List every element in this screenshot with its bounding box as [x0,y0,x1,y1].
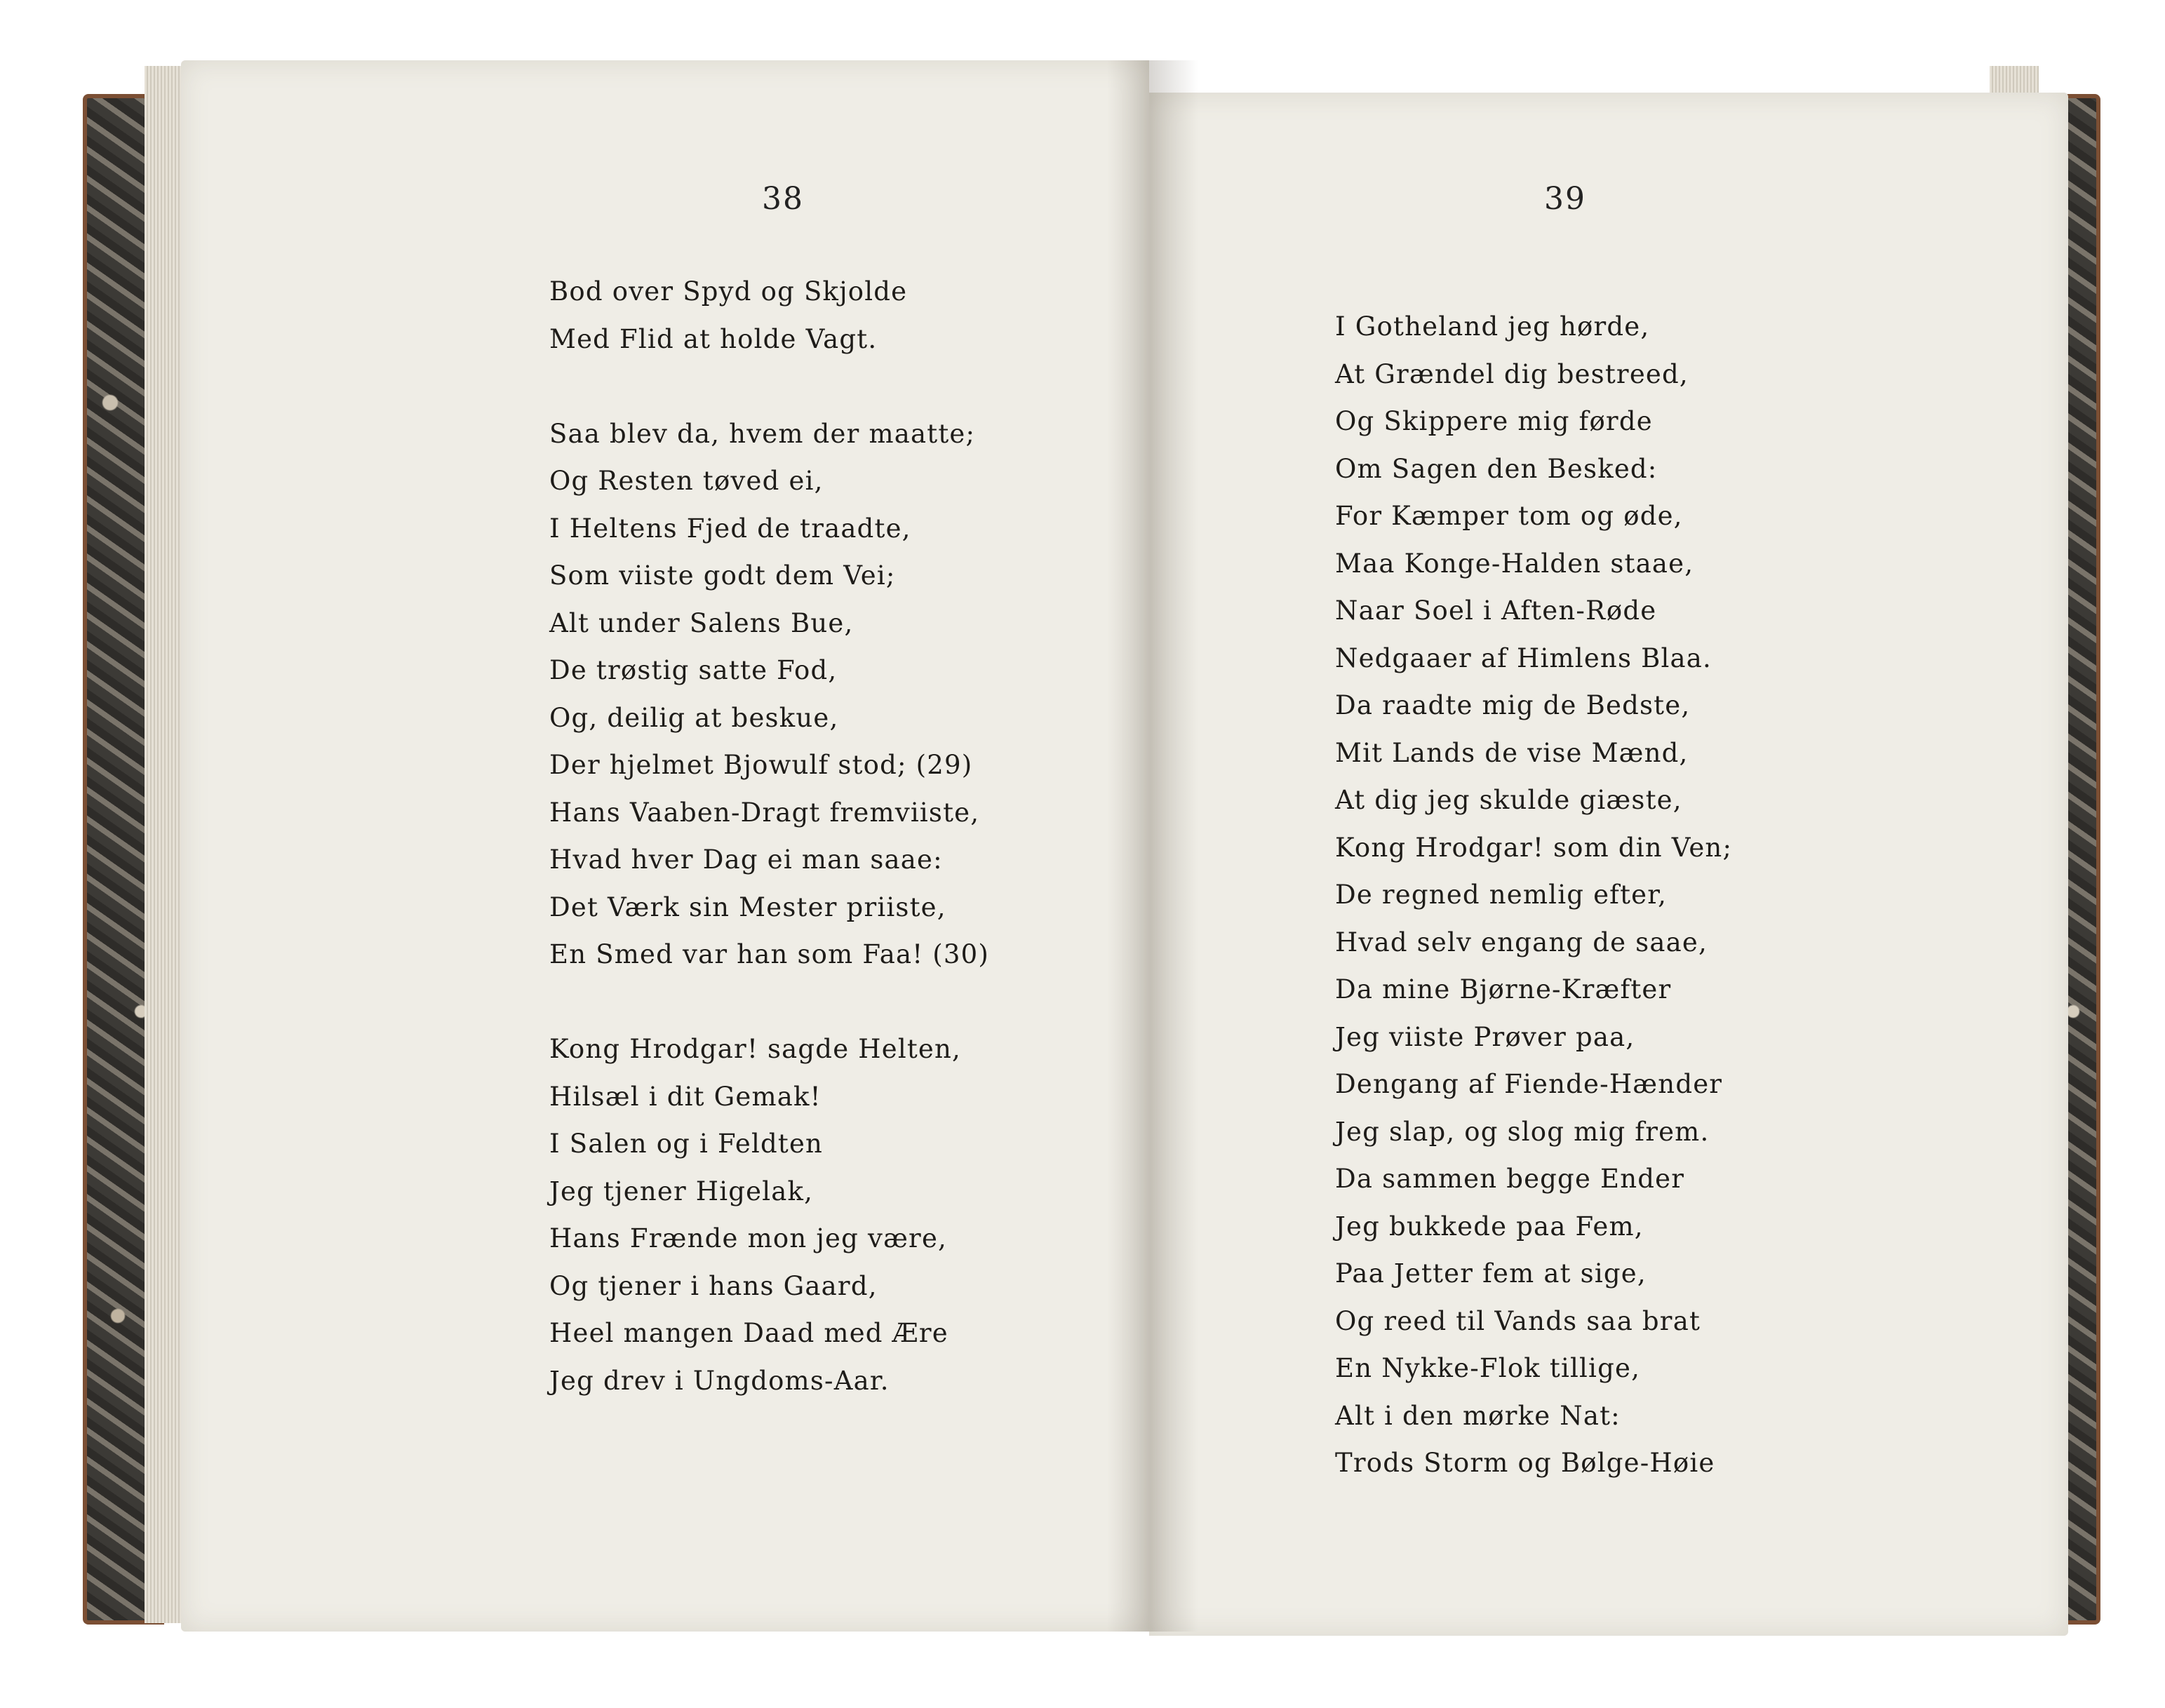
verse-line: Paa Jetter fem at sige, [1335,1258,1647,1289]
verse-line: Det Værk sin Mester priiste, [549,892,946,922]
verse-line: Nedgaaer af Himlens Blaa. [1335,643,1712,673]
verse-line: Hans Vaaben-Dragt fremviiste, [549,797,980,828]
verse-line: En Smed var han som Faa! (30) [549,939,990,969]
verse-line: De regned nemlig efter, [1335,880,1668,910]
verse-line: I Salen og i Feldten [549,1129,824,1159]
verse-line: Jeg bukkede paa Fem, [1335,1211,1644,1242]
verse-line: Hvad selv engang de saae, [1335,927,1708,957]
verse-line: Om Sagen den Besked: [1335,453,1658,484]
verse-line: Mit Lands de vise Mænd, [1335,737,1689,768]
verse-line: Da raadte mig de Bedste, [1335,690,1691,720]
verse-line: Da mine Bjørne-Kræfter [1335,974,1672,1004]
verse-line: Jeg slap, og slog mig frem. [1335,1116,1710,1147]
verse-line: Og Skippere mig førde [1335,406,1653,436]
open-book [76,52,2107,1639]
verse-line: Jeg tjener Higelak, [549,1176,814,1206]
verse-line: Alt i den mørke Nat: [1335,1400,1621,1431]
stanza-break [549,363,989,410]
page-number-left: 38 [762,181,804,217]
verse-line: De trøstig satte Fod, [549,655,838,685]
verse-line: Og Resten tøved ei, [549,466,824,496]
verse-line: Hvad hver Dag ei man saae: [549,845,943,875]
verse-line: At dig jeg skulde giæste, [1335,785,1682,815]
right-page [1149,93,2068,1636]
verse-line: Som viiste godt dem Vei; [549,560,896,591]
verse-line: I Gotheland jeg hørde, [1335,311,1650,342]
stanza-break [549,979,989,1026]
page-edges-left [145,66,187,1623]
verse-line: Maa Konge-Halden staae, [1335,548,1694,579]
verse-line: I Heltens Fjed de traadte, [549,513,911,544]
verse-line: Hans Frænde mon jeg være, [549,1223,948,1253]
verse-line: Med Flid at holde Vagt. [549,323,878,354]
verse-line: At Grændel dig bestreed, [1335,358,1689,389]
verse-line: Bod over Spyd og Skjolde [549,276,908,307]
verse-line: Og tjener i hans Gaard, [549,1270,878,1301]
verse-line: Trods Storm og Bølge-Høie [1335,1448,1715,1478]
verse-line: Og reed til Vands saa brat [1335,1305,1701,1336]
verse-line: Kong Hrodgar! sagde Helten, [549,1034,962,1064]
verse-line: En Nykke-Flok tillige, [1335,1353,1641,1383]
verse-line: Naar Soel i Aften-Røde [1335,596,1657,626]
verse-line: Der hjelmet Bjowulf stod; (29) [549,750,973,780]
verse-right [1335,303,1732,1487]
verse-left [549,268,989,1404]
verse-line: Kong Hrodgar! som din Ven; [1335,832,1733,863]
verse-line: Jeg viiste Prøver paa, [1335,1021,1635,1052]
verse-line: For Kæmper tom og øde, [1335,501,1683,531]
verse-line: Heel mangen Daad med Ære [549,1318,949,1348]
verse-line: Hilsæl i dit Gemak! [549,1081,822,1112]
verse-line: Og, deilig at beskue, [549,702,839,733]
left-page [181,60,1149,1632]
page-number-right: 39 [1544,181,1586,217]
book-gutter [1107,60,1198,1632]
verse-line: Jeg drev i Ungdoms-Aar. [549,1365,890,1396]
verse-line: Alt under Salens Bue, [549,607,854,638]
verse-line: Dengang af Fiende-Hænder [1335,1069,1723,1099]
verse-line: Saa blev da, hvem der maatte; [549,418,976,449]
verse-line: Da sammen begge Ender [1335,1164,1685,1194]
